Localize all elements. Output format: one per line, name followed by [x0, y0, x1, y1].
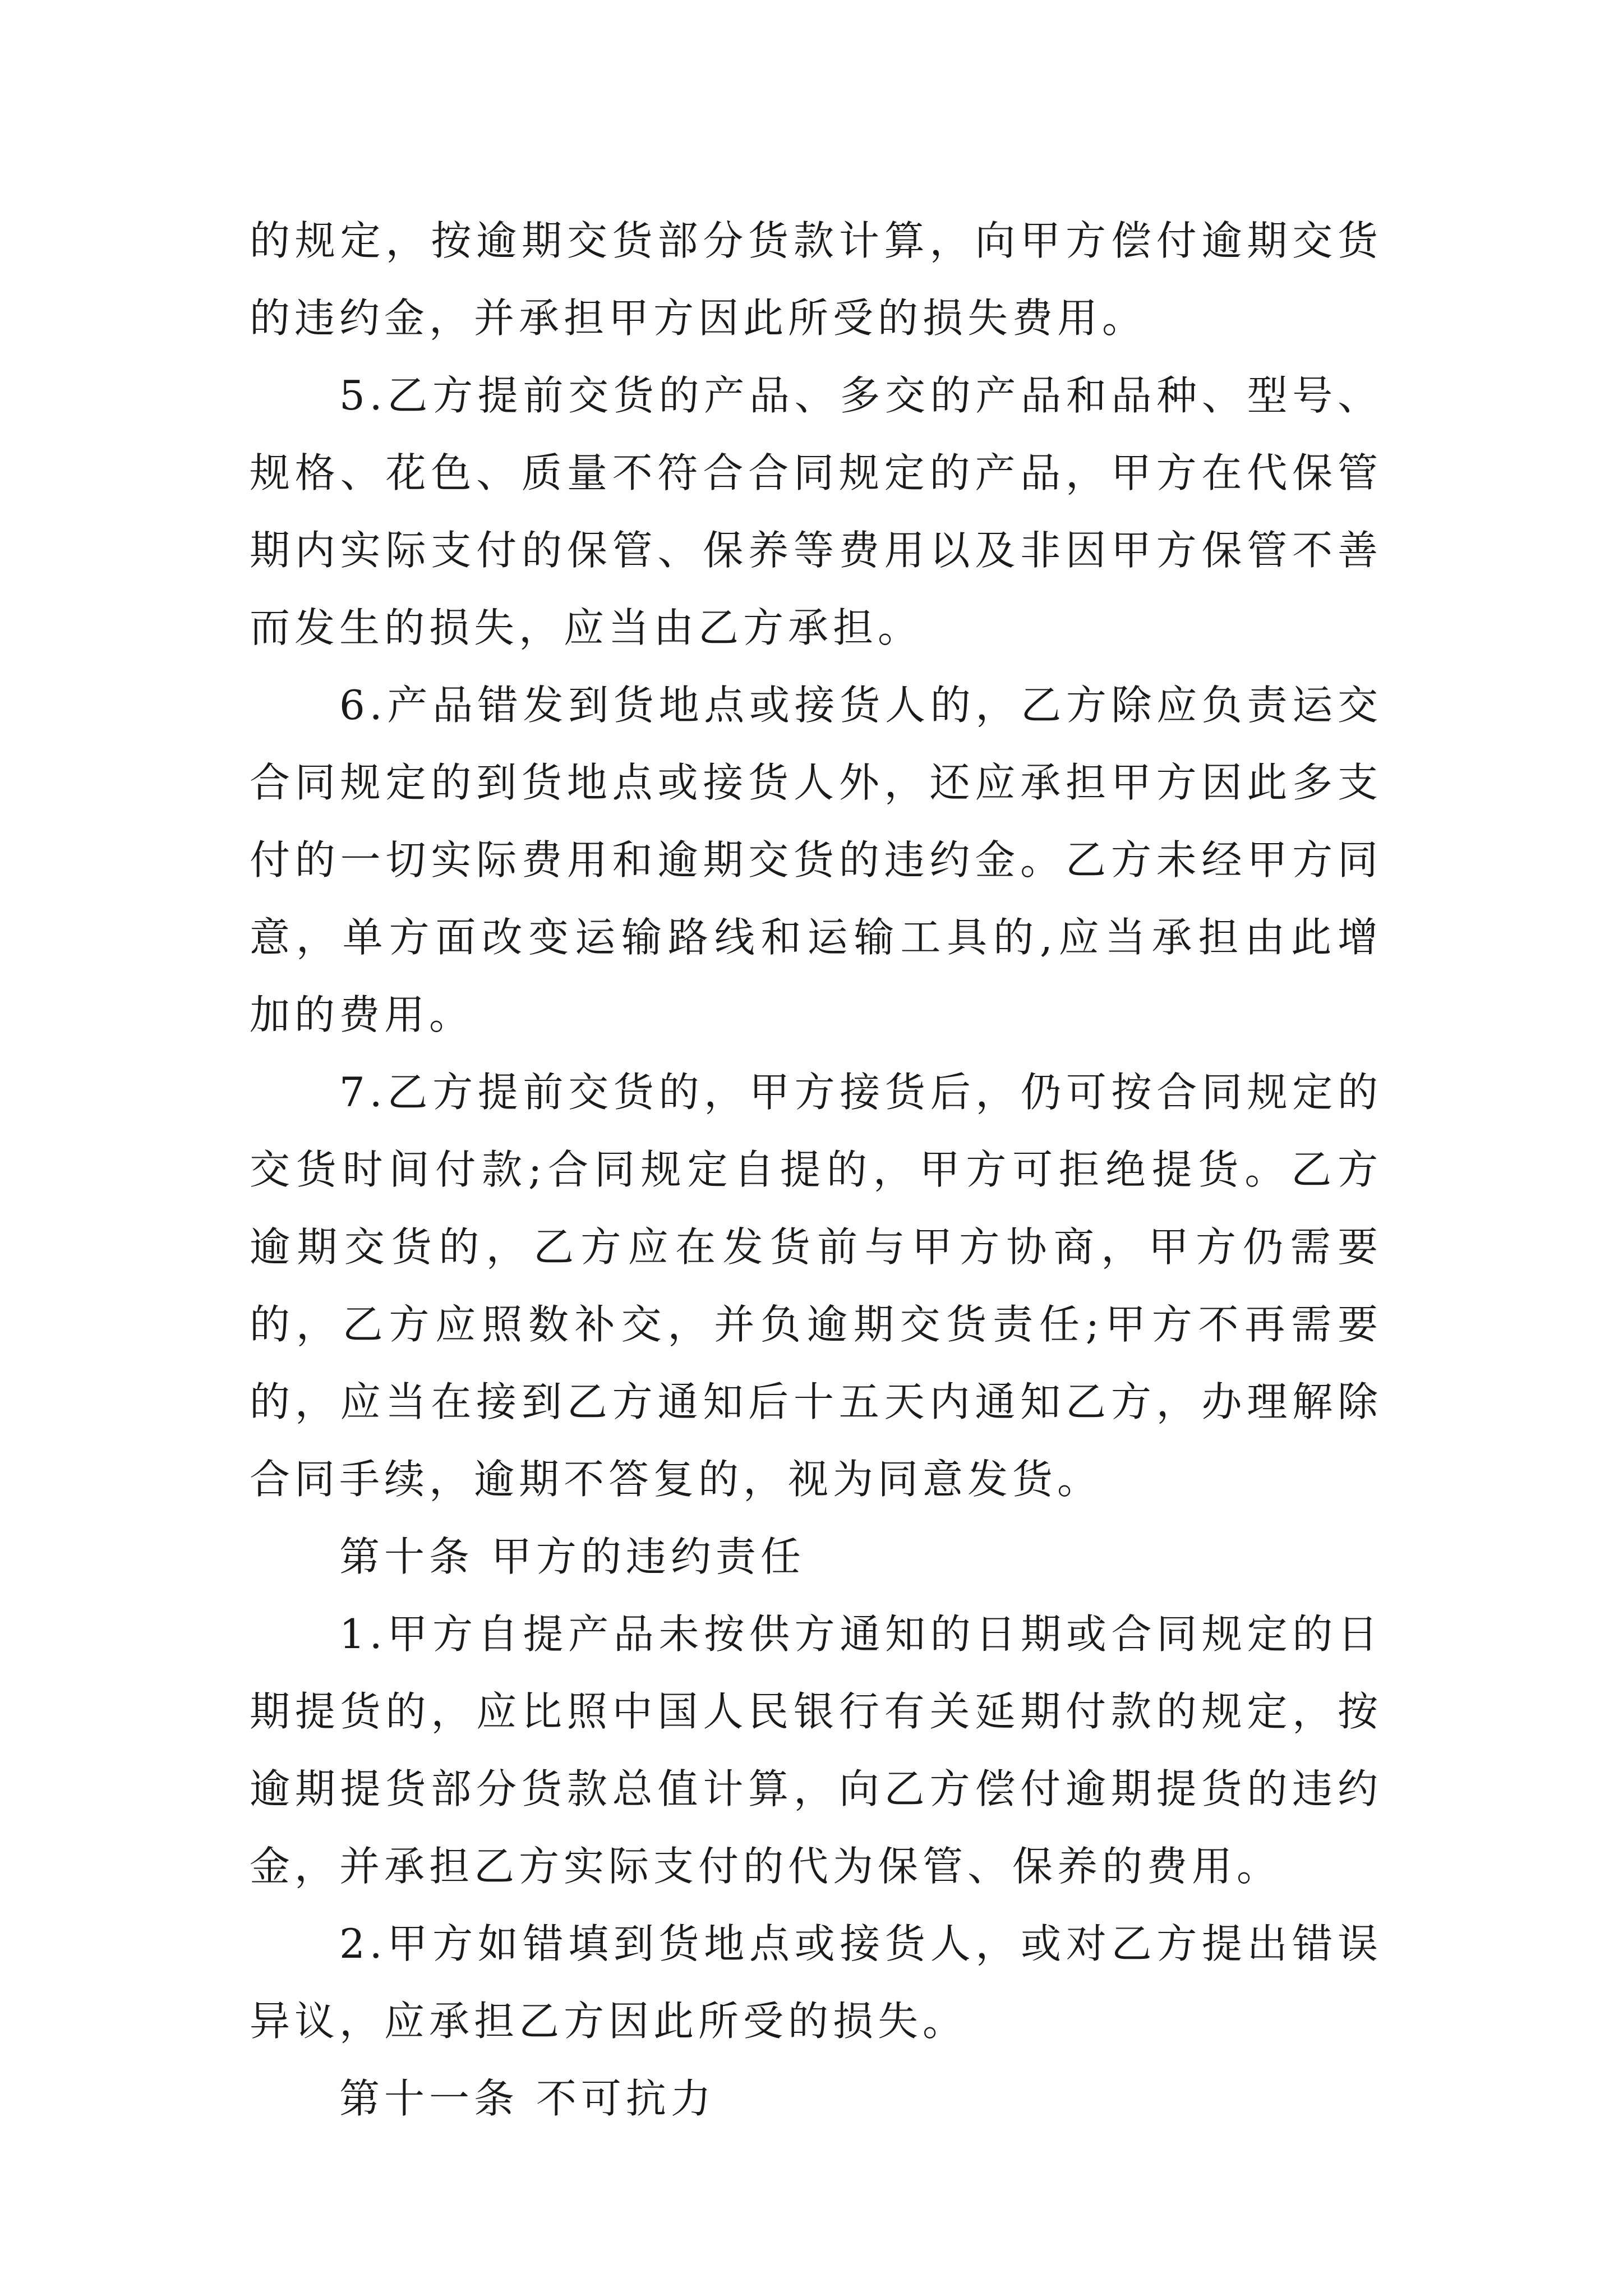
paragraph-item-6: 6.产品错发到货地点或接货人的，乙方除应负责运交合同规定的到货地点或接货人外，还应承担甲方因此多支付的一切实际费用和逾期交货的违约金。乙方未经甲方同意，单方面改变运输路线和运输工具的,应当承担由此增加的费用。: [250, 682, 1382, 1038]
section-heading-article-11: 第十一条 不可抗力: [339, 2075, 716, 2122]
paragraph-item-1: 1.甲方自提产品未按供方通知的日期或合同规定的日期提货的，应比照中国人民银行有关延期付款的规定，按逾期提货部分货款总值计算，向乙方偿付逾期提货的违约金，并承担乙方实际支付的代为保管、保养的费用。: [250, 1611, 1382, 1890]
section-heading-article-10: 第十条 甲方的违约责任: [339, 1533, 805, 1580]
paragraph-item-2: 2.甲方如错填到货地点或接货人，或对乙方提出错误异议，应承担乙方因此所受的损失。: [250, 1920, 1382, 2045]
document-body: [250, 202, 1382, 2137]
paragraph-item-5: 5.乙方提前交货的产品、多交的产品和品种、型号、规格、花色、质量不符合合同规定的产品，甲方在代保管期内实际支付的保管、保养等费用以及非因甲方保管不善而发生的损失，应当由乙方承担。: [250, 372, 1382, 651]
paragraph-continuation: 的规定，按逾期交货部分货款计算，向甲方偿付逾期交货的违约金，并承担甲方因此所受的损失费用。: [250, 217, 1382, 342]
paragraph-item-7: 7.乙方提前交货的，甲方接货后，仍可按合同规定的交货时间付款;合同规定自提的，甲方可拒绝提货。乙方逾期交货的，乙方应在发货前与甲方协商，甲方仍需要的，乙方应照数补交，并负逾期交货责任;甲方不再需要的，应当在接到乙方通知后十五天内通知乙方，办理解除合同手续，逾期不答复的，视为同意发货。: [250, 1069, 1382, 1503]
